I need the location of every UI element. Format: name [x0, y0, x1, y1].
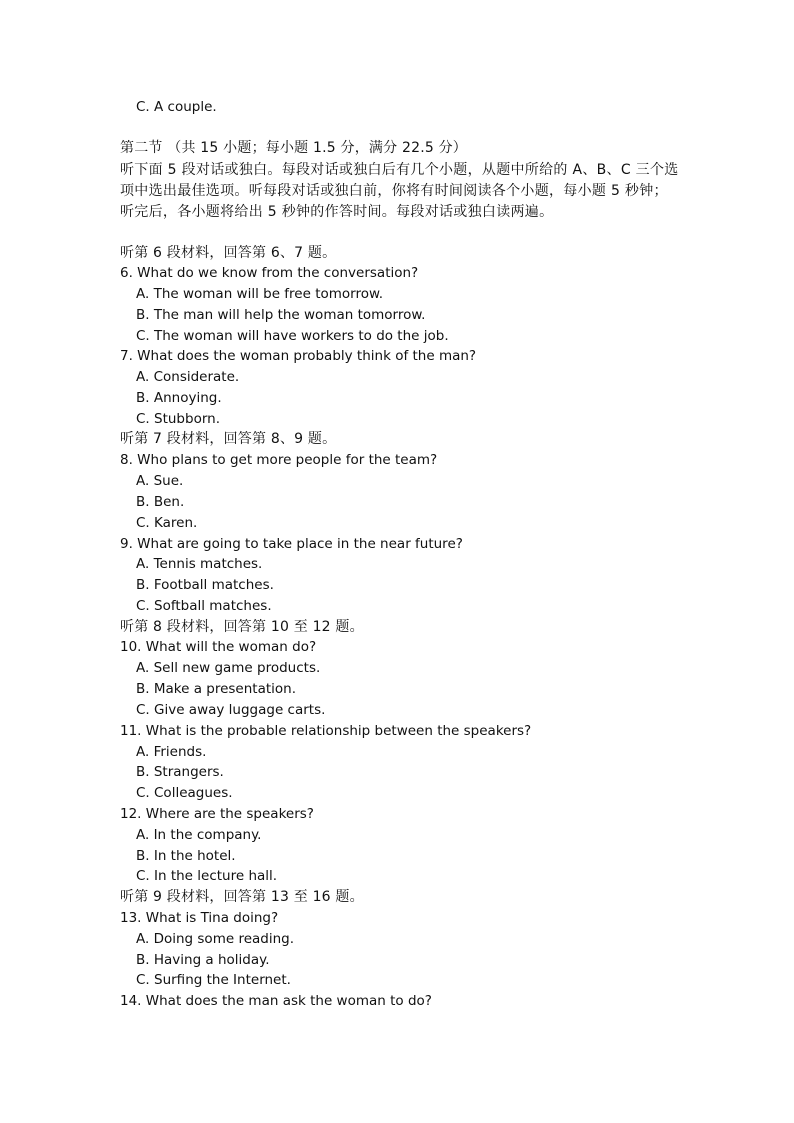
- q8-option-a: A. Sue.: [136, 473, 184, 489]
- question-6: 6. What do we know from the conversation?: [120, 265, 419, 281]
- section-title: 第二节 （共 15 小题；每小题 1.5 分，满分 22.5 分）: [120, 140, 468, 156]
- q12-option-a: A. In the company.: [136, 827, 262, 843]
- question-13: 13. What is Tina doing?: [120, 910, 279, 926]
- q12-option-b: B. In the hotel.: [136, 848, 236, 864]
- q6-option-c: C. The woman will have workers to do the job.: [136, 328, 449, 344]
- group-heading-6: 听第 6 段材料，回答第 6、7 题。: [120, 245, 337, 261]
- q8-option-c: C. Karen.: [136, 515, 198, 531]
- group-heading-9: 听第 9 段材料，回答第 13 至 16 题。: [120, 889, 364, 905]
- q8-option-b: B. Ben.: [136, 494, 185, 510]
- q7-option-c: C. Stubborn.: [136, 411, 220, 427]
- section-instructions: 听下面 5 段对话或独白。每段对话或独白后有几个小题，从题中所给的 A、B、C 三个选项中选出最佳选项。听每段对话或独白前，你将有时间阅读各个小题，每小题 5 秒钟；听完后，各小题将给出 5 秒钟的作答时间。每段对话或独白读两遍。: [120, 162, 679, 220]
- q7-option-a: A. Considerate.: [136, 369, 240, 385]
- q13-option-b: B. Having a holiday.: [136, 952, 270, 968]
- question-8: 8. Who plans to get more people for the team?: [120, 452, 438, 468]
- q9-option-b: B. Football matches.: [136, 577, 274, 593]
- q10-option-a: A. Sell new game products.: [136, 660, 321, 676]
- q10-option-b: B. Make a presentation.: [136, 681, 297, 697]
- q11-option-b: B. Strangers.: [136, 764, 224, 780]
- group-heading-8: 听第 8 段材料，回答第 10 至 12 题。: [120, 619, 364, 635]
- question-7: 7. What does the woman probably think of the man?: [120, 348, 477, 364]
- question-11: 11. What is the probable relationship between the speakers?: [120, 723, 532, 739]
- q11-option-c: C. Colleagues.: [136, 785, 233, 801]
- q10-option-c: C. Give away luggage carts.: [136, 702, 326, 718]
- option-c-prev: C. A couple.: [136, 99, 217, 115]
- question-14: 14. What does the man ask the woman to do?: [120, 993, 432, 1009]
- q13-option-c: C. Surfing the Internet.: [136, 972, 291, 988]
- q9-option-c: C. Softball matches.: [136, 598, 272, 614]
- group-heading-7: 听第 7 段材料，回答第 8、9 题。: [120, 431, 337, 447]
- q9-option-a: A. Tennis matches.: [136, 556, 263, 572]
- question-10: 10. What will the woman do?: [120, 639, 317, 655]
- q11-option-a: A. Friends.: [136, 744, 207, 760]
- q13-option-a: A. Doing some reading.: [136, 931, 295, 947]
- q7-option-b: B. Annoying.: [136, 390, 222, 406]
- question-12: 12. Where are the speakers?: [120, 806, 314, 822]
- q12-option-c: C. In the lecture hall.: [136, 868, 278, 884]
- question-9: 9. What are going to take place in the near future?: [120, 536, 463, 552]
- q6-option-b: B. The man will help the woman tomorrow.: [136, 307, 426, 323]
- q6-option-a: A. The woman will be free tomorrow.: [136, 286, 384, 302]
